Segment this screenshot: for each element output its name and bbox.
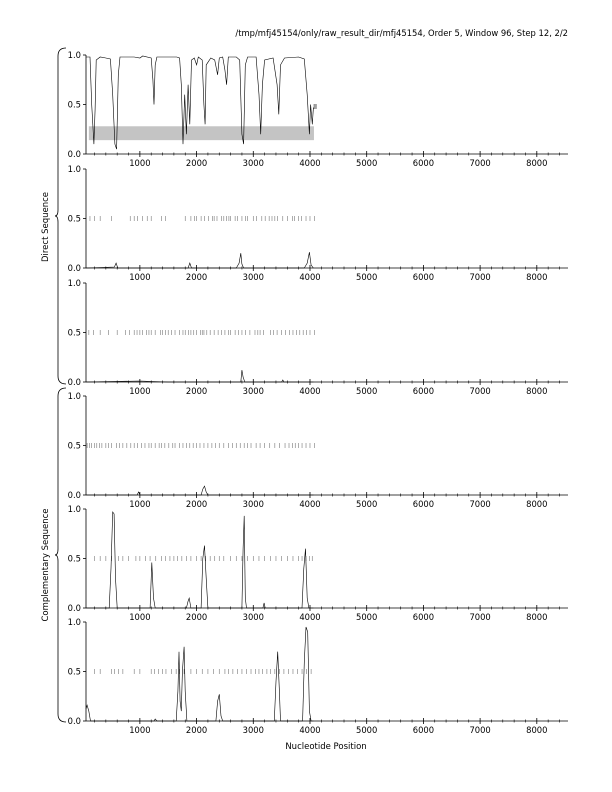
panel-4 xyxy=(68,391,568,509)
x-tick-label: 4000 xyxy=(299,499,321,509)
x-tick-label: 6000 xyxy=(412,725,435,735)
x-tick-label: 1000 xyxy=(129,272,151,282)
x-tick-label: 4000 xyxy=(299,612,321,622)
y-tick-label: 1.0 xyxy=(67,164,81,174)
y-tick-label: 1.0 xyxy=(67,278,81,288)
chart-title: /tmp/mfj45154/only/raw_result_dir/mfj45154, Order 5, Window 96, Step 12, 2/2 xyxy=(235,28,568,38)
x-tick-label: 6000 xyxy=(412,612,435,622)
x-tick-label: 6000 xyxy=(412,499,435,509)
x-tick-label: 8000 xyxy=(526,725,548,735)
series-line-panel-2 xyxy=(86,252,313,268)
group-label-direct: Direct Sequence xyxy=(41,191,51,263)
x-tick-label: 2000 xyxy=(185,386,208,396)
x-tick-label: 6000 xyxy=(412,272,435,282)
brace-direct xyxy=(55,48,66,384)
y-tick-label: 1.0 xyxy=(67,617,81,627)
x-tick-label: 2000 xyxy=(185,725,208,735)
y-tick-label: 0.5 xyxy=(67,440,81,451)
x-tick-label: 1000 xyxy=(129,725,151,735)
y-tick-label: 0.5 xyxy=(67,327,81,338)
y-tick-label: 0.5 xyxy=(67,99,81,110)
x-tick-label: 1000 xyxy=(129,158,151,168)
x-tick-label: 5000 xyxy=(356,612,378,622)
x-tick-label: 4000 xyxy=(299,158,321,168)
brace-complementary xyxy=(55,388,66,722)
x-tick-label: 7000 xyxy=(469,272,491,282)
x-tick-label: 2000 xyxy=(185,158,208,168)
y-tick-label: 0.5 xyxy=(67,213,81,224)
x-tick-label: 8000 xyxy=(526,272,548,282)
series-line-panel-4 xyxy=(86,486,313,495)
x-tick-label: 3000 xyxy=(242,612,264,622)
x-tick-label: 3000 xyxy=(242,499,264,509)
group-braces xyxy=(55,48,66,722)
x-tick-label: 2000 xyxy=(185,612,208,622)
y-tick-label: 1.0 xyxy=(67,504,81,514)
y-tick-label: 0.0 xyxy=(67,263,81,273)
x-tick-label: 1000 xyxy=(129,499,151,509)
x-tick-label: 1000 xyxy=(129,612,151,622)
panel-5 xyxy=(68,504,568,622)
x-tick-label: 5000 xyxy=(356,158,378,168)
highlight-band xyxy=(89,126,314,140)
y-tick-label: 1.0 xyxy=(67,391,81,401)
group-label-complementary: Complementary Sequence xyxy=(41,508,51,622)
y-tick-label: 0.0 xyxy=(67,716,81,726)
x-tick-label: 7000 xyxy=(469,612,491,622)
x-tick-label: 5000 xyxy=(356,272,378,282)
series-line-panel-3 xyxy=(86,370,313,382)
x-tick-label: 4000 xyxy=(299,386,321,396)
x-tick-label: 6000 xyxy=(412,386,435,396)
x-tick-label: 1000 xyxy=(129,386,151,396)
x-tick-label: 7000 xyxy=(469,499,491,509)
x-tick-label: 3000 xyxy=(242,386,264,396)
x-tick-label: 8000 xyxy=(526,386,548,396)
x-tick-label: 7000 xyxy=(469,725,491,735)
panel-3 xyxy=(68,278,568,396)
y-tick-label: 1.0 xyxy=(67,50,81,60)
x-tick-label: 5000 xyxy=(356,499,378,509)
y-tick-label: 0.5 xyxy=(67,666,81,677)
x-tick-label: 5000 xyxy=(356,725,378,735)
x-tick-label: 8000 xyxy=(526,499,548,509)
x-tick-label: 2000 xyxy=(185,499,208,509)
x-tick-label: 5000 xyxy=(356,386,378,396)
x-tick-label: 7000 xyxy=(469,386,491,396)
y-tick-label: 0.5 xyxy=(67,553,81,564)
x-tick-label: 3000 xyxy=(242,272,264,282)
y-tick-label: 0.0 xyxy=(67,377,81,387)
panel-6 xyxy=(68,617,568,735)
x-tick-label: 7000 xyxy=(469,158,491,168)
x-tick-label: 6000 xyxy=(412,158,435,168)
panel-2 xyxy=(68,164,568,282)
x-tick-label: 3000 xyxy=(242,725,264,735)
y-tick-label: 0.0 xyxy=(67,603,81,613)
x-tick-label: 8000 xyxy=(526,158,548,168)
x-tick-label: 8000 xyxy=(526,612,548,622)
panel-stack xyxy=(68,50,568,735)
x-tick-label: 4000 xyxy=(299,725,321,735)
series-line-panel-5 xyxy=(86,512,313,608)
x-tick-label: 3000 xyxy=(242,158,264,168)
y-tick-label: 0.0 xyxy=(67,149,81,159)
y-tick-label: 0.0 xyxy=(67,490,81,500)
x-tick-label: 2000 xyxy=(185,272,208,282)
x-axis-label: Nucleotide Position xyxy=(285,742,367,752)
panel-1 xyxy=(68,50,568,168)
x-tick-label: 4000 xyxy=(299,272,321,282)
